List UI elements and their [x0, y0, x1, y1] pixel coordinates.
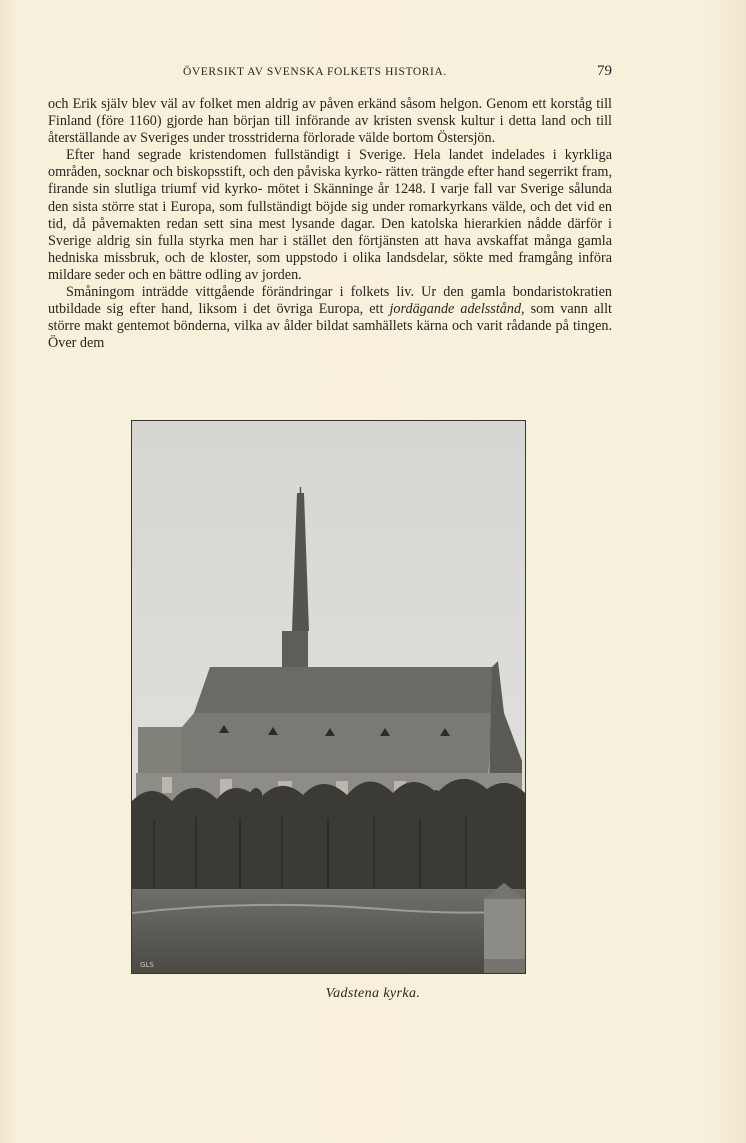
running-title: ÖVERSIKT AV SVENSKA FOLKETS HISTORIA. — [183, 66, 447, 78]
body-text — [48, 96, 612, 352]
vadstena-church-illustration — [132, 421, 525, 973]
lower-roof — [138, 713, 492, 783]
engraver-signature: GLS — [140, 961, 154, 969]
paragraph-2: Efter hand segrade kristendomen fullständigt i Sverige. Hela landet indelades i kyrkliga områden, socknar och biskopsstift, och den påviska kyrko- rätten trängde efter hand segerrikt fram, firande sin slutliga triumf vid kyrko- mötet i Skänninge år 1248. I varje fall var Sverige sålunda den sista större stat i Europa, som fullständigt böjde sig under romarkyrkans välde, och det vid en tid, då påvemakten redan sett sina mest lysande dagar. Den katolska hierarkien nådde därför i Sverige aldrig sin fulla styrka men har i stället den förtjänsten att hava avskaffat många gamla hedniska missbruk, och de kloster, som uppstodo i olika landsdelar, sökte med framgång införa mildare seder och en bättre odling av jorden. — [48, 147, 613, 283]
paragraph-1: och Erik själv blev väl av folket men aldrig av påven erkänd såsom helgon. Genom ett korståg till Finland (före 1160) gjorde han början till införande av kristen svensk kultur i detta land och till återställande av Sveriges under trosstriderna förlorade välde bortom Östersjön. — [48, 96, 613, 147]
paragraph-3: Småningom inträdde vittgående förändringar i folkets liv. Ur den gamla bondaristokratien utbildade sig efter hand, liksom i det övriga Europa, ett jordägande adelsstånd, som vann allt större makt gentemot bönderna, vilka av ålder bildat samhällets kärna och varit rådande på tingen. Över dem — [48, 284, 613, 352]
main-roof — [194, 667, 497, 713]
church-photograph — [131, 420, 526, 974]
figure-caption: Vadstena kyrka. — [325, 986, 421, 1001]
spire-base — [282, 631, 308, 669]
emphasis-term: jordägande adelsstånd, — [389, 301, 525, 318]
page-number: 79 — [597, 63, 612, 79]
churchyard-ground — [132, 889, 525, 973]
running-header — [48, 64, 614, 82]
